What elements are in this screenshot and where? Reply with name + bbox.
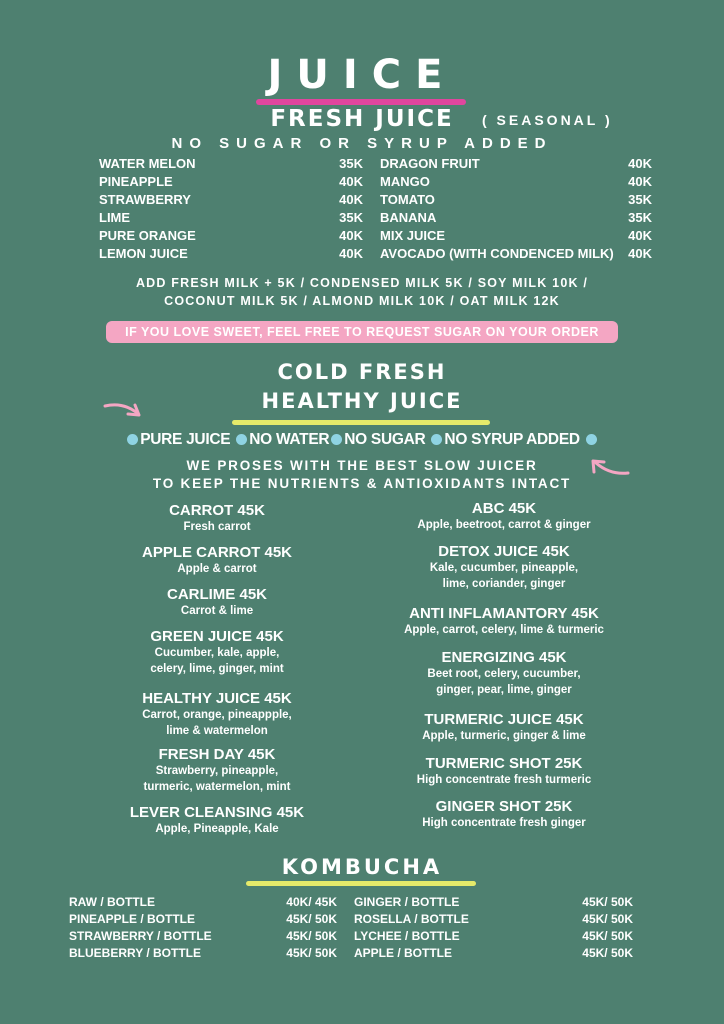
juice-item bbox=[374, 649, 634, 698]
item-price: 45K/ 50K bbox=[582, 912, 633, 926]
juice-item bbox=[87, 628, 347, 677]
cold-fresh-title: COLD FRESH bbox=[277, 360, 447, 384]
juice-description: High concentrate fresh turmeric bbox=[416, 774, 592, 786]
item-price: 40K bbox=[628, 156, 652, 171]
juice-title: GREEN JUICE 45K bbox=[150, 628, 284, 645]
juice-item bbox=[374, 798, 634, 831]
menu-row bbox=[99, 228, 363, 246]
item-price: 40K bbox=[628, 246, 652, 261]
juice-description: Kale, cucumber, pineapple, bbox=[429, 562, 579, 574]
menu-row bbox=[380, 174, 652, 192]
item-name: BLUEBERRY / BOTTLE bbox=[69, 946, 202, 960]
addons-note bbox=[0, 274, 724, 310]
juice-description: Apple, beetroot, carrot & ginger bbox=[417, 519, 591, 531]
menu-row bbox=[354, 929, 633, 946]
menu-row bbox=[99, 246, 363, 264]
juice-item bbox=[374, 755, 634, 788]
juice-description: Apple, Pineapple, Kale bbox=[155, 823, 279, 835]
dot-icon bbox=[127, 434, 138, 445]
menu-row bbox=[354, 895, 633, 912]
menu-row bbox=[99, 192, 363, 210]
juice-title: ABC 45K bbox=[471, 500, 537, 517]
juice-description: lime & watermelon bbox=[166, 725, 268, 737]
item-name: RAW / BOTTLE bbox=[69, 895, 155, 909]
item-name: STRAWBERRY / BOTTLE bbox=[69, 929, 212, 943]
juice-description: Beet root, celery, cucumber, bbox=[427, 668, 581, 680]
juice-description: Fresh carrot bbox=[183, 521, 251, 533]
item-price: 45K/ 50K bbox=[582, 929, 633, 943]
fresh-juice-title: FRESH JUICE bbox=[270, 106, 454, 132]
item-price: 35K bbox=[628, 210, 652, 225]
juice-title: TURMERIC SHOT 25K bbox=[425, 755, 583, 772]
juice-title: ANTI INFLAMANTORY 45K bbox=[409, 605, 599, 622]
juice-item bbox=[87, 586, 347, 619]
juice-title: HEALTHY JUICE 45K bbox=[142, 690, 292, 707]
dot-icon bbox=[586, 434, 597, 445]
kombucha-title: KOMBUCHA bbox=[281, 855, 443, 879]
item-name: GINGER / BOTTLE bbox=[354, 895, 460, 909]
juice-item bbox=[87, 804, 347, 837]
menu-row bbox=[380, 156, 652, 174]
menu-row bbox=[380, 210, 652, 228]
juice-title: DETOX JUICE 45K bbox=[438, 543, 570, 560]
item-name: TOMATO bbox=[380, 192, 435, 207]
menu-row bbox=[380, 246, 652, 264]
juice-title: GINGER SHOT 25K bbox=[435, 798, 573, 815]
item-price: 35K bbox=[339, 156, 363, 171]
menu-row bbox=[69, 946, 337, 963]
page-title: JUICE bbox=[267, 52, 457, 98]
juice-description: Carrot & lime bbox=[180, 605, 254, 617]
juice-title: FRESH DAY 45K bbox=[158, 746, 276, 763]
item-price: 40K bbox=[339, 228, 363, 243]
no-sugar-note: NO SUGAR OR SYRUP ADDED bbox=[171, 135, 553, 152]
juice-title: CARROT 45K bbox=[169, 502, 265, 519]
juice-description: Cucumber, kale, apple, bbox=[154, 647, 280, 659]
tag-no-sugar: NO SUGAR bbox=[344, 431, 426, 448]
juice-description: Apple, carrot, celery, lime & turmeric bbox=[404, 624, 604, 636]
cold-title-underline bbox=[232, 420, 490, 425]
juice-description: turmeric, watermelon, mint bbox=[143, 781, 291, 793]
item-price: 45K/ 50K bbox=[286, 946, 337, 960]
menu-row bbox=[69, 912, 337, 929]
item-price: 40K bbox=[628, 174, 652, 189]
juice-description: Apple, turmeric, ginger & lime bbox=[422, 730, 586, 742]
tag-pure-juice: PURE JUICE bbox=[140, 431, 231, 448]
menu-row bbox=[99, 156, 363, 174]
addons-line-2: COCONUT MILK 5K / ALMOND MILK 10K / OAT MILK 12K bbox=[164, 294, 560, 308]
item-price: 45K/ 50K bbox=[582, 895, 633, 909]
slow-juicer-line-1: WE PROSES WITH THE BEST SLOW JUICER bbox=[186, 458, 538, 473]
juice-item bbox=[374, 711, 634, 744]
item-price: 40K bbox=[628, 228, 652, 243]
juice-description: Strawberry, pineapple, bbox=[155, 765, 279, 777]
arrow-right-icon bbox=[102, 400, 146, 422]
item-name: LYCHEE / BOTTLE bbox=[354, 929, 460, 943]
juice-item bbox=[374, 500, 634, 533]
item-name: ROSELLA / BOTTLE bbox=[354, 912, 469, 926]
item-price: 45K/ 50K bbox=[286, 929, 337, 943]
fresh-juice-heading bbox=[0, 106, 724, 132]
item-name: PURE ORANGE bbox=[99, 228, 196, 243]
slow-juicer-line-2: TO KEEP THE NUTRIENTS & ANTIOXIDANTS INTACT bbox=[152, 476, 572, 491]
menu-row bbox=[380, 192, 652, 210]
item-price: 40K bbox=[339, 192, 363, 207]
menu-row bbox=[99, 210, 363, 228]
juice-title: CARLIME 45K bbox=[166, 586, 267, 603]
kombucha-underline bbox=[246, 881, 476, 886]
juice-title: TURMERIC JUICE 45K bbox=[424, 711, 584, 728]
dot-icon bbox=[236, 434, 247, 445]
item-name: MANGO bbox=[380, 174, 430, 189]
juice-description: High concentrate fresh ginger bbox=[422, 817, 586, 829]
item-price: 40K/ 45K bbox=[286, 895, 337, 909]
item-name: APPLE / BOTTLE bbox=[354, 946, 453, 960]
item-name: LIME bbox=[99, 210, 131, 225]
juice-description: ginger, pear, lime, ginger bbox=[436, 684, 572, 696]
item-name: LEMON JUICE bbox=[99, 246, 188, 261]
menu-row bbox=[69, 895, 337, 912]
juice-title: APPLE CARROT 45K bbox=[141, 544, 293, 561]
juice-item bbox=[374, 605, 634, 638]
healthy-juice-title: HEALTHY JUICE bbox=[261, 389, 463, 413]
menu-row bbox=[69, 929, 337, 946]
menu-row bbox=[380, 228, 652, 246]
juice-item bbox=[87, 544, 347, 577]
slow-juicer-note bbox=[0, 457, 724, 493]
menu-row bbox=[354, 912, 633, 929]
item-price: 35K bbox=[628, 192, 652, 207]
juice-item bbox=[87, 690, 347, 739]
item-price: 45K/ 50K bbox=[286, 912, 337, 926]
item-name: DRAGON FRUIT bbox=[380, 156, 480, 171]
cold-tags-row bbox=[0, 431, 724, 449]
juice-item bbox=[87, 746, 347, 795]
item-name: WATER MELON bbox=[99, 156, 196, 171]
item-price: 45K/ 50K bbox=[582, 946, 633, 960]
title-underline bbox=[256, 99, 466, 105]
juice-description: Apple & carrot bbox=[177, 563, 257, 575]
item-price: 40K bbox=[339, 174, 363, 189]
seasonal-label: ( SEASONAL ) bbox=[482, 112, 613, 128]
item-name: BANANA bbox=[380, 210, 437, 225]
item-name: PINEAPPLE / BOTTLE bbox=[69, 912, 196, 926]
tag-no-water: NO WATER bbox=[249, 431, 330, 448]
item-name: AVOCADO (WITH CONDENCED MILK) bbox=[380, 246, 614, 261]
juice-title: ENERGIZING 45K bbox=[441, 649, 567, 666]
item-name: STRAWBERRY bbox=[99, 192, 191, 207]
juice-description: lime, coriander, ginger bbox=[442, 578, 566, 590]
juice-item bbox=[87, 502, 347, 535]
dot-icon bbox=[431, 434, 442, 445]
item-price: 40K bbox=[339, 246, 363, 261]
juice-item bbox=[374, 543, 634, 592]
sweet-request-banner: IF YOU LOVE SWEET, FEEL FREE TO REQUEST SUGAR ON YOUR ORDER bbox=[106, 321, 618, 343]
juice-description: celery, lime, ginger, mint bbox=[150, 663, 284, 675]
juice-description: Carrot, orange, pineappple, bbox=[142, 709, 292, 721]
item-price: 35K bbox=[339, 210, 363, 225]
item-name: MIX JUICE bbox=[380, 228, 446, 243]
tag-no-syrup: NO SYRUP ADDED bbox=[444, 431, 580, 448]
juice-title: LEVER CLEANSING 45K bbox=[129, 804, 305, 821]
dot-icon bbox=[331, 434, 342, 445]
menu-row bbox=[99, 174, 363, 192]
menu-row bbox=[354, 946, 633, 963]
item-name: PINEAPPLE bbox=[99, 174, 173, 189]
addons-line-1: ADD FRESH MILK + 5K / CONDENSED MILK 5K / SOY MILK 10K / bbox=[135, 276, 589, 290]
